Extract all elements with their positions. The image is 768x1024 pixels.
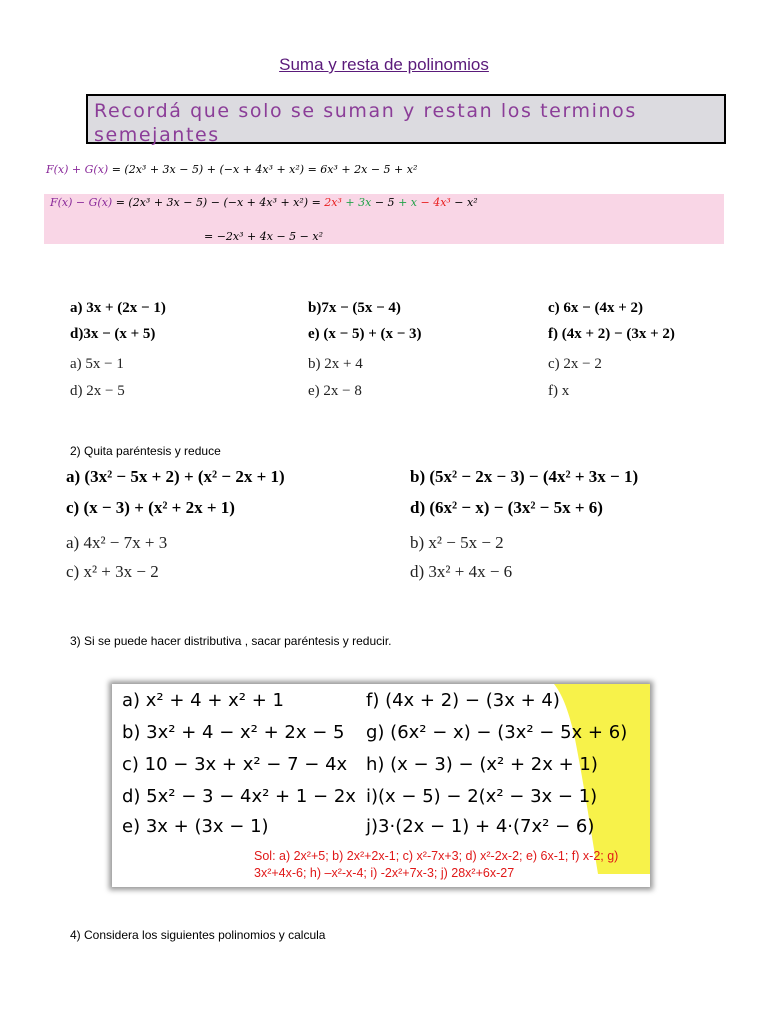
diff-green-term-2: + x [398,196,417,209]
sum-example [46,163,417,176]
s2-answer-a: a) 4x² − 7x + 3 [66,533,168,552]
s1-answer-e: e) 2x − 8 [308,383,362,399]
difference-example [50,196,478,209]
s3-exercise-j: j)3·(2x − 1) + 4·(7x² − 6) [366,816,595,837]
sum-rhs: = (2x³ + 3x − 5) + (−x + 4x³ + x²) = 6x³ + 2x − 5 + x² [108,163,418,176]
diff-plain-2: − x² [450,196,478,209]
s3-exercise-e: e) 3x + (3x − 1) [122,816,269,837]
s2-exercise-d: d) (6x² − x) − (3x² − 5x + 6) [410,498,603,517]
difference-result: = −2x³ + 4x − 5 − x² [204,230,323,243]
s3-solution-text: Sol: a) 2x²+5; b) 2x²+2x-1; c) x²-7x+3; d) x²-2x-2; e) 6x-1; f) x-2; g) 3x²+4x-6; h) –x²-x-4; i) -2x²+7x-3; j) 28x²+6x-27 [254,849,619,880]
s1-exercise-a: a) 3x + (2x − 1) [70,300,166,316]
diff-red-term-2: − 4x³ [416,196,451,209]
s3-exercise-i: i)(x − 5) − 2(x² − 3x − 1) [366,786,598,807]
diff-red-term-1: 2x³ [324,196,342,209]
s2-answer-d: d) 3x² + 4x − 6 [410,562,513,581]
reminder-box: Recordá que solo se suman y restan los terminos semejantes [86,94,726,144]
s3-exercise-g: g) (6x² − x) − (3x² − 5x + 6) [366,722,628,743]
s1-exercise-b: b)7x − (5x − 4) [308,300,401,316]
s2-exercise-b: b) (5x² − 2x − 3) − (4x² + 3x − 1) [410,467,639,486]
s3-exercise-h: h) (x − 3) − (x² + 2x + 1) [366,754,598,775]
sum-lhs: F(x) + G(x) [46,163,109,176]
s3-exercise-c: c) 10 − 3x + x² − 7 − 4x [122,754,348,775]
section-2-heading: 2) Quita paréntesis y reduce [70,444,221,458]
s3-exercise-d: d) 5x² − 3 − 4x² + 1 − 2x [122,786,356,807]
s1-exercise-d: d)3x − (x + 5) [70,326,156,342]
s3-exercise-a: a) x² + 4 + x² + 1 [122,690,284,711]
section-4-heading: 4) Considera los siguientes polinomios y calcula [70,928,326,942]
s1-answer-a: a) 5x − 1 [70,356,124,372]
s1-exercise-c: c) 6x − (4x + 2) [548,300,643,316]
diff-mid: = (2x³ + 3x − 5) − (−x + 4x³ + x²) = [112,196,325,209]
s2-answer-c: c) x² + 3x − 2 [66,562,159,581]
s1-answer-b: b) 2x + 4 [308,356,363,372]
s1-exercise-f: f) (4x + 2) − (3x + 2) [548,326,675,342]
s1-answer-d: d) 2x − 5 [70,383,125,399]
s2-answer-b: b) x² − 5x − 2 [410,533,504,552]
s3-exercise-b: b) 3x² + 4 − x² + 2x − 5 [122,722,345,743]
diff-plain-1: − 5 [371,196,399,209]
page-title: Suma y resta de polinomios [279,55,489,74]
s2-exercise-c: c) (x − 3) + (x² + 2x + 1) [66,498,235,517]
diff-lhs: F(x) − G(x) [50,196,113,209]
section-3-heading: 3) Si se puede hacer distributiva , sacar paréntesis y reducir. [70,634,392,648]
exercise-image-panel [112,684,650,887]
s1-answer-f: f) x [548,383,570,399]
s2-exercise-a: a) (3x² − 5x + 2) + (x² − 2x + 1) [66,467,285,486]
s3-exercise-f: f) (4x + 2) − (3x + 4) [366,690,560,711]
s1-answer-c: c) 2x − 2 [548,356,602,372]
diff-green-term-1: + 3x [341,196,372,209]
s1-exercise-e: e) (x − 5) + (x − 3) [308,326,422,342]
